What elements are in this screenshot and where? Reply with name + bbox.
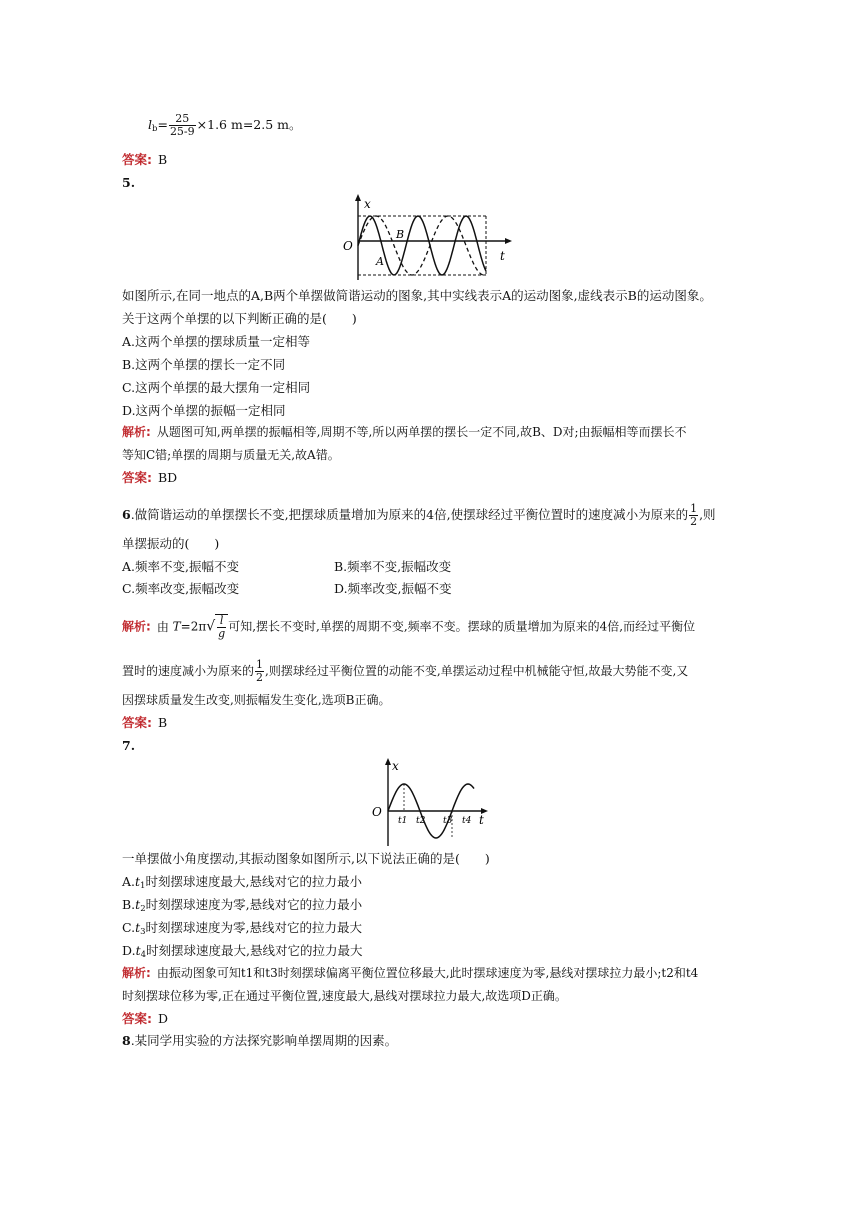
sqrt-term: $\frac{l}{g}$ [215,614,228,640]
q6-stem-line2: 单摆振动的( ) [122,536,220,551]
q7-analysis-line2: 时刻摆球位移为零,正在通过平衡位置,速度最大,悬线对摆球拉力最大,故选项D正确。 [122,989,567,1003]
q7-answer-line [122,1010,168,1028]
q5-option-a: A.这两个单摆的摆球质量一定相等 [122,334,311,349]
q5-analysis-line1 [122,423,687,441]
answer-value: B [158,152,168,167]
curve-a-label: A [376,255,384,268]
answer-label: 答案: [122,152,152,167]
q6-analysis-line1: 解析: 由 T=2π√ $\frac{l}{g}$ 可知,摆长不变时,单摆的周期不变,频率不变。摆球的质量增加为原来的4倍,而经过平衡位 [122,614,696,640]
tick-label-t2: t2 [416,816,426,826]
q6-analysis-line3: 因摆球质量发生改变,则振幅发生变化,选项B正确。 [122,693,391,707]
axis-t-label: t [479,813,484,827]
q5-answer-line [122,469,177,487]
q6-option-d: D.频率改变,振幅不变 [334,581,452,596]
formula-denominator: 25-9 [169,125,195,138]
fraction-half: $\frac{1}{2}$ [256,658,264,684]
q4-answer-line [122,151,167,169]
analysis-label: 解析: [122,966,151,980]
tick-label-t4: t4 [462,816,472,826]
origin-label: O [372,805,382,819]
analysis-label: 解析: [122,425,151,439]
q7-oscillation-graph [366,756,496,848]
formula-period: T [172,619,181,634]
analysis-text: 由振动图象可知t1和t3时刻摆球偏离平衡位置位移最大,此时摆球速度为零,悬线对摆球拉力最小;t2和t4 [156,966,699,980]
tick-label-t1: t1 [398,816,408,826]
formula-lhs: l [148,117,152,132]
q6-stem-text: .做简谐运动的单摆摆长不变,把摆球质量增加为原来的4倍,使摆球经过平衡位置时的速度减小为原来的 [130,507,689,522]
answer-label: 答案: [122,470,152,485]
axis-t-label: t [500,249,505,263]
formula-numerator: 25 [169,113,196,126]
answer-value: BD [158,470,178,485]
q7-analysis-line1 [122,964,698,982]
formula-fraction [169,113,196,138]
axis-x-label: x [364,197,371,211]
q6-analysis-line2: 置时的速度减小为原来的 $\frac{1}{2}$ ,则摆球经过平衡位置的动能不变,单摆运动过程中机械能守恒,故最大势能不变,又 [122,658,689,684]
q5-analysis-line2: 等知C错;单摆的周期与质量无关,故A错。 [122,448,340,462]
q6-option-b: B.频率不变,振幅改变 [334,559,452,574]
question-number: 7. [122,738,136,753]
formula-rhs: ×1.6 m=2.5 m。 [196,117,302,132]
formula-lhs-sub: b [152,124,158,134]
q5-stem-line1: 如图所示,在同一地点的A,B两个单摆做简谐运动的图象,其中实线表示A的运动图象,虚线表示B的运动图象。 [122,288,712,303]
curve-b-label: B [396,228,405,241]
analysis-label: 解析: [122,619,151,634]
q7-option-c: $C.t_3$时刻摆球速度为零,悬线对它的拉力最大 [122,920,363,937]
question-number: 6 [122,507,131,522]
formula-line [148,113,302,138]
origin-label: O [343,239,353,253]
q6-option-c: C.频率改变,振幅改变 [122,581,240,596]
q7-option-d: $D.t_4$时刻摆球速度最大,悬线对它的拉力最大 [122,943,363,960]
q7-stem: 一单摆做小角度摆动,其振动图象如图所示,以下说法正确的是( ) [122,851,490,866]
formula-eq: = [157,117,168,132]
q5-oscillation-graph [338,192,518,284]
q6-option-a: A.频率不变,振幅不变 [122,559,239,574]
axis-x-label: x [392,759,399,773]
q6-answer-line [122,714,167,732]
answer-label: 答案: [122,715,152,730]
q5-option-b: B.这两个单摆的摆长一定不同 [122,357,286,372]
q5-option-d: D.这两个单摆的振幅一定相同 [122,403,286,418]
q5-stem-line2: 关于这两个单摆的以下判断正确的是( ) [122,311,357,326]
answer-value: D [158,1011,169,1026]
q7-option-b: $B.t_2$时刻摆球速度为零,悬线对它的拉力最小 [122,897,363,914]
q6-stem-line1: 6.做简谐运动的单摆摆长不变,把摆球质量增加为原来的4倍,使摆球经过平衡位置时的速度减小为原来的 $\frac{1}{2}$ ,则 [122,502,716,528]
analysis-text: 从题图可知,两单摆的振幅相等,周期不等,所以两单摆的摆长一定不同,故B、D对;由振幅相等而摆长不 [156,425,687,439]
answer-label: 答案: [122,1011,152,1026]
q8-stem: 8.某同学用实验的方法探究影响单摆周期的因素。 [122,1033,398,1048]
question-number: 5. [122,175,136,190]
answer-value: B [158,715,168,730]
q7-option-a: $A.t_1$时刻摆球速度最大,悬线对它的拉力最小 [122,874,362,891]
q5-option-c: C.这两个单摆的最大摆角一定相同 [122,380,311,395]
tick-label-t3: t3 [443,816,453,826]
fraction-half: $\frac{1}{2}$ [690,502,698,528]
question-number: 8 [122,1033,131,1048]
